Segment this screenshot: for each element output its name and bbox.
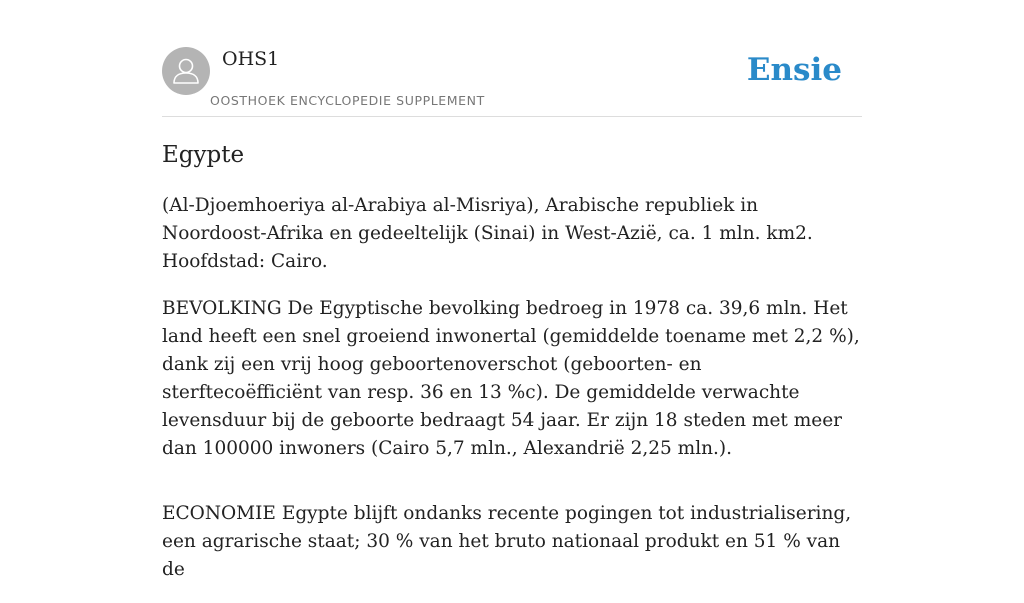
brand-logo[interactable]: Ensie bbox=[746, 52, 842, 88]
page-title: Egypte bbox=[162, 142, 245, 168]
paragraph-economie: ECONOMIE Egypte blijft ondanks recente pogingen tot industrialisering, een agrarische staat; 30 % van het bruto nationaal produkt en 51 % van de bbox=[162, 503, 852, 580]
article-header bbox=[162, 0, 862, 117]
author-name[interactable]: OHS1 bbox=[222, 48, 280, 70]
user-silhouette-icon bbox=[162, 47, 210, 95]
paragraph-bevolking: BEVOLKING De Egyptische bevolking bedroeg in 1978 ca. 39,6 mln. Het land heeft een snel groeiend inwonertal (gemiddelde toename met 2,2 %), dank zij een vrij hoog geboortenoverschot (geboorten- en sterftecoëfficiënt van resp. 36 en 13 %c). De gemiddelde verwachte levensduur bij de geboorte bedraagt 54 jaar. Er zijn 18 steden met meer dan 100000 inwoners (Cairo 5,7 mln., Alexandrië 2,25 mln.). bbox=[162, 298, 860, 459]
article-body bbox=[162, 192, 862, 603]
source-subtitle[interactable]: OOSTHOEK ENCYCLOPEDIE SUPPLEMENT bbox=[210, 93, 485, 108]
avatar[interactable] bbox=[162, 47, 210, 95]
paragraph-intro: (Al-Djoemhoeriya al-Arabiya al-Misriya), Arabische republiek in Noordoost-Afrika en gedeeltelijk (Sinai) in West-Azië, ca. 1 mln. km2. Hoofdstad: Cairo. bbox=[162, 195, 813, 272]
article-page bbox=[162, 0, 862, 580]
